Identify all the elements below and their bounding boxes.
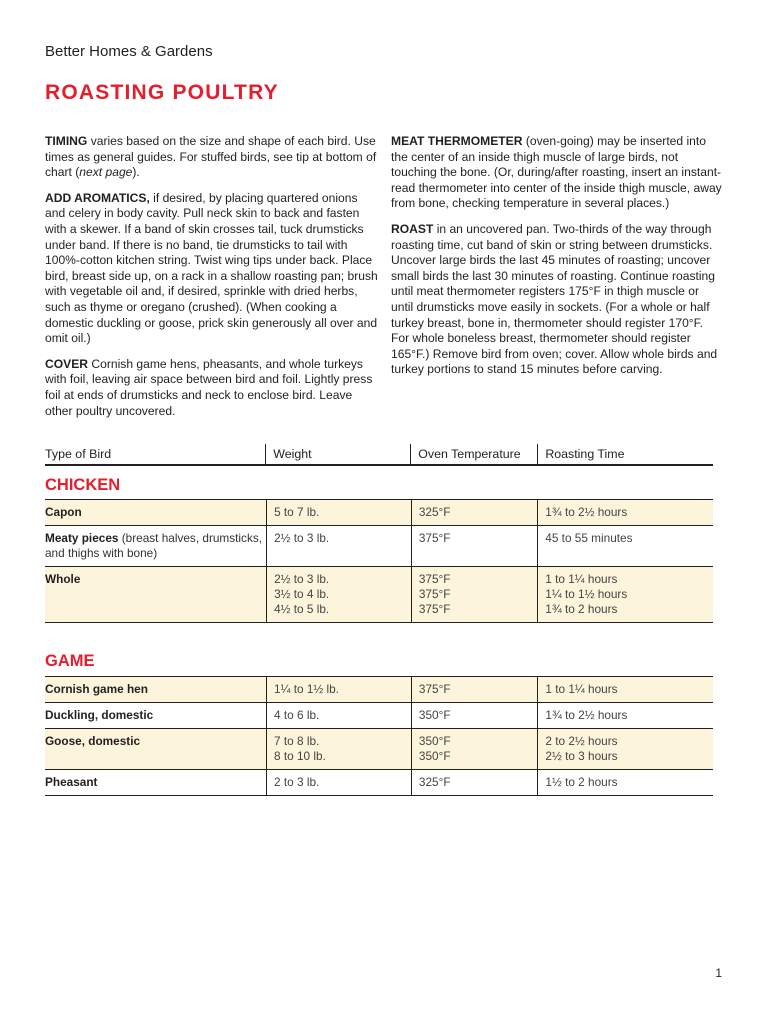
brand-name: Better Homes & Gardens bbox=[45, 43, 213, 60]
time-cell: 45 to 55 minutes bbox=[538, 526, 713, 567]
table-row bbox=[45, 729, 713, 770]
bird-name: Duckling, domestic bbox=[45, 708, 154, 722]
section-title-game: GAME bbox=[45, 652, 95, 670]
time-cell: 1½ to 2 hours bbox=[538, 770, 713, 796]
thermometer-paragraph: MEAT THERMOMETER (oven-going) may be inserted into the center of an inside thigh muscle of large birds, not touching the bone. (Or, during/after roasting, insert an instant-read thermometer into center of the inside thigh muscle, away from bone, checking temperature in several places.) bbox=[391, 134, 722, 211]
temp-cell: 325°F bbox=[411, 500, 537, 526]
weight-cell: 2½ to 3 lb. 3½ to 4 lb. 4½ to 5 lb. bbox=[267, 567, 412, 623]
table-row bbox=[45, 703, 713, 729]
header-weight: Weight bbox=[266, 444, 411, 465]
time-cell: 2 to 2½ hours 2½ to 3 hours bbox=[538, 729, 713, 770]
table-row bbox=[45, 677, 713, 703]
table-row bbox=[45, 500, 713, 526]
temp-cell: 375°F bbox=[411, 526, 537, 567]
header-temperature: Oven Temperature bbox=[411, 444, 538, 465]
aromatics-paragraph: ADD AROMATICS, if desired, by placing quartered onions and celery in body cavity. Pull neck skin to back and fasten with a skewer. If a band of skin crosses tail, tuck drumsticks under band. If there is no band, tie drumsticks to tail with 100%-cotton kitchen string. Twist wing tips under back. Place bird, breast side up, on a rack in a shallow roasting pan; brush with vegetable oil and, if desired, sprinkle with dried herbs, such as thyme or oregano (crushed). (When cooking a domestic duckling or goose, prick skin generously all over and omit oil.) bbox=[45, 190, 378, 346]
bird-name: Goose, domestic bbox=[45, 734, 141, 748]
game-table bbox=[45, 676, 713, 796]
cover-paragraph: COVER Cornish game hens, pheasants, and whole turkeys with foil, leaving air space between bird and foil. Lightly press foil at ends of drumsticks and neck to enclose bird. Leave other poultry uncovered. bbox=[45, 356, 373, 418]
timing-paragraph: TIMING varies based on the size and shape of each bird. Use times as general guides. For stuffed birds, see tip at bottom of chart (next page). bbox=[45, 134, 377, 180]
right-column bbox=[391, 134, 723, 388]
bird-name: Cornish game hen bbox=[45, 682, 148, 696]
weight-cell: 7 to 8 lb. 8 to 10 lb. bbox=[267, 729, 412, 770]
roast-paragraph: ROAST in an uncovered pan. Two-thirds of the way through roasting time, cut band of skin or string between drumsticks. Uncover large birds the last 45 minutes of roasting; uncover small birds the last 30 minutes of roasting. Continue roasting until meat thermometer registers 175°F in thigh muscle or until drumsticks move easily in sockets. (For a whole or half turkey breast, bone in, thermometer should register 170°F. For whole boneless breast, thermometer should register 165°F.) Remove bird from oven; cover. Allow whole birds and turkey portions to stand 15 minutes before carving. bbox=[391, 221, 718, 377]
time-cell: 1 to 1¼ hours bbox=[538, 677, 713, 703]
page-title: ROASTING POULTRY bbox=[45, 81, 279, 104]
temp-cell: 375°F 375°F 375°F bbox=[411, 567, 537, 623]
time-cell: 1 to 1¼ hours 1¼ to 1½ hours 1¾ to 2 hours bbox=[538, 567, 713, 623]
weight-cell: 2½ to 3 lb. bbox=[267, 526, 412, 567]
page-number: 1 bbox=[715, 966, 722, 980]
weight-cell: 2 to 3 lb. bbox=[267, 770, 412, 796]
bird-name: Pheasant bbox=[45, 775, 98, 789]
header-type: Type of Bird bbox=[45, 444, 266, 465]
time-cell: 1¾ to 2½ hours bbox=[538, 500, 713, 526]
section-title-chicken: CHICKEN bbox=[45, 476, 121, 494]
time-cell: 1¾ to 2½ hours bbox=[538, 703, 713, 729]
table-header bbox=[45, 444, 713, 466]
table-row bbox=[45, 567, 713, 623]
bird-note: (breast halves, drumsticks, and thighs with bone) bbox=[45, 531, 263, 560]
bird-name: Meaty pieces bbox=[45, 531, 119, 545]
weight-cell: 4 to 6 lb. bbox=[267, 703, 412, 729]
weight-cell: 5 to 7 lb. bbox=[267, 500, 412, 526]
temp-cell: 350°F 350°F bbox=[411, 729, 537, 770]
bird-name: Whole bbox=[45, 572, 81, 586]
bird-name: Capon bbox=[45, 505, 82, 519]
table-row bbox=[45, 526, 713, 567]
chicken-table bbox=[45, 499, 713, 623]
temp-cell: 325°F bbox=[411, 770, 537, 796]
table-row bbox=[45, 770, 713, 796]
temp-cell: 350°F bbox=[411, 703, 537, 729]
temp-cell: 375°F bbox=[411, 677, 537, 703]
header-time: Roasting Time bbox=[538, 444, 713, 465]
weight-cell: 1¼ to 1½ lb. bbox=[267, 677, 412, 703]
left-column bbox=[45, 134, 378, 429]
